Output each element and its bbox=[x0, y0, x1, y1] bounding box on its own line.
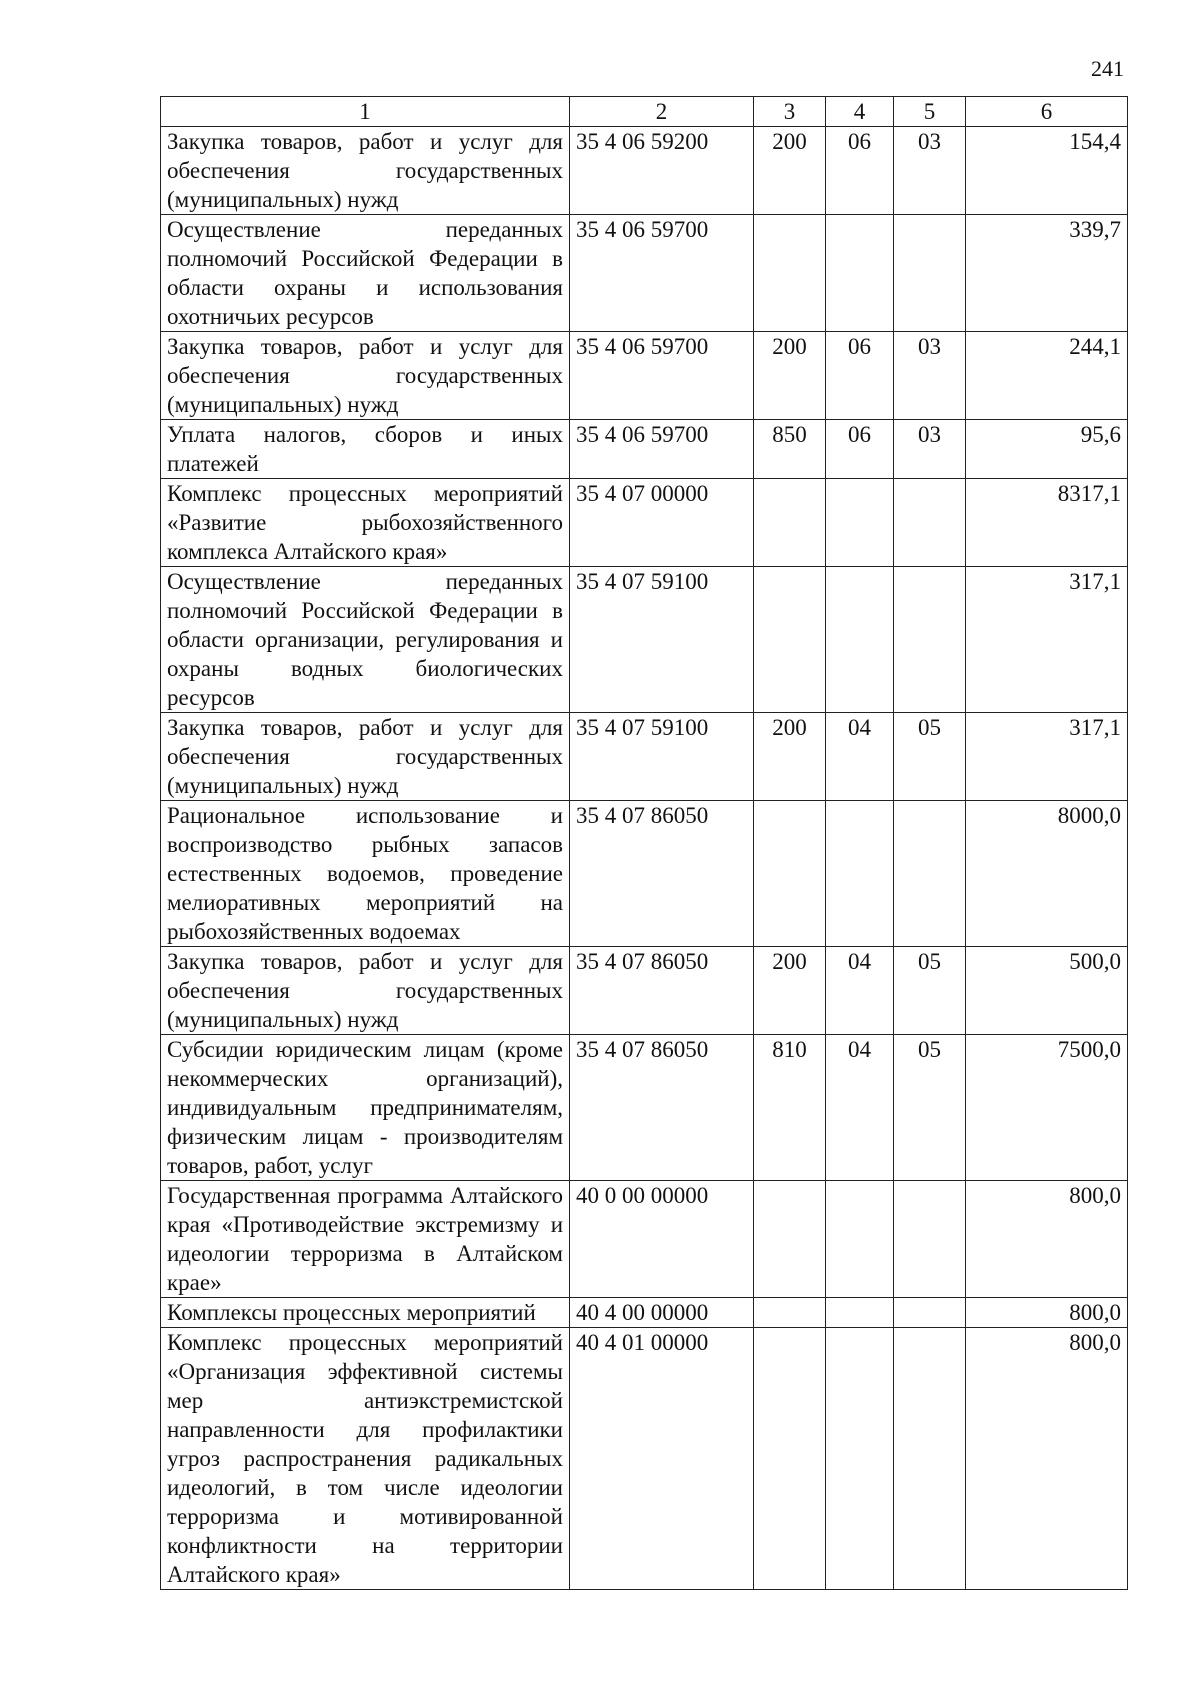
budget-table bbox=[160, 96, 1128, 1590]
table-row bbox=[161, 215, 1128, 332]
header-row bbox=[161, 97, 1128, 127]
col4-cell bbox=[826, 567, 894, 713]
col5-cell bbox=[894, 1298, 966, 1328]
name-cell: Комплексы процессных мероприятий bbox=[161, 1298, 570, 1328]
col3-cell: 810 bbox=[754, 1035, 826, 1181]
table-row bbox=[161, 801, 1128, 947]
col5-cell: 05 bbox=[894, 1035, 966, 1181]
amount-cell: 800,0 bbox=[966, 1328, 1128, 1590]
code-cell: 35 4 06 59200 bbox=[570, 127, 754, 215]
code-cell: 40 4 01 00000 bbox=[570, 1328, 754, 1590]
code-cell: 35 4 07 86050 bbox=[570, 947, 754, 1035]
amount-cell: 800,0 bbox=[966, 1298, 1128, 1328]
name-cell: Комплекс процессных мероприятий «Развитие рыбохозяйственного комплекса Алтайского края» bbox=[161, 479, 570, 567]
header-cell: 6 bbox=[966, 97, 1128, 127]
code-cell: 35 4 07 59100 bbox=[570, 713, 754, 801]
amount-cell: 800,0 bbox=[966, 1181, 1128, 1298]
col4-cell: 06 bbox=[826, 332, 894, 420]
col5-cell bbox=[894, 1181, 966, 1298]
col5-cell bbox=[894, 801, 966, 947]
name-cell: Закупка товаров, работ и услуг для обеспечения государственных (муниципальных) нужд bbox=[161, 332, 570, 420]
name-cell: Закупка товаров, работ и услуг для обеспечения государственных (муниципальных) нужд bbox=[161, 127, 570, 215]
col5-cell bbox=[894, 1328, 966, 1590]
col3-cell bbox=[754, 1298, 826, 1328]
amount-cell: 154,4 bbox=[966, 127, 1128, 215]
code-cell: 35 4 07 86050 bbox=[570, 801, 754, 947]
table-row bbox=[161, 1181, 1128, 1298]
amount-cell: 244,1 bbox=[966, 332, 1128, 420]
col5-cell: 05 bbox=[894, 713, 966, 801]
col3-cell bbox=[754, 215, 826, 332]
name-cell: Субсидии юридическим лицам (кроме некоммерческих организаций), индивидуальным предпринимателям, физическим лицам - производителям товаров, работ, услуг bbox=[161, 1035, 570, 1181]
name-cell: Рациональное использование и воспроизводство рыбных запасов естественных водоемов, проведение мелиоративных мероприятий на рыбохозяйственных водоемах bbox=[161, 801, 570, 947]
table-row bbox=[161, 1298, 1128, 1328]
amount-cell: 339,7 bbox=[966, 215, 1128, 332]
col4-cell bbox=[826, 1328, 894, 1590]
name-cell: Осуществление переданных полномочий Российской Федерации в области организации, регулирования и охраны водных биологических ресурсов bbox=[161, 567, 570, 713]
code-cell: 35 4 06 59700 bbox=[570, 332, 754, 420]
col4-cell bbox=[826, 1181, 894, 1298]
code-cell: 40 4 00 00000 bbox=[570, 1298, 754, 1328]
col3-cell: 200 bbox=[754, 947, 826, 1035]
table-row bbox=[161, 1328, 1128, 1590]
amount-cell: 7500,0 bbox=[966, 1035, 1128, 1181]
amount-cell: 8000,0 bbox=[966, 801, 1128, 947]
amount-cell: 317,1 bbox=[966, 713, 1128, 801]
col4-cell bbox=[826, 801, 894, 947]
name-cell: Государственная программа Алтайского края «Противодействие экстремизму и идеологии терроризма в Алтайском крае» bbox=[161, 1181, 570, 1298]
amount-cell: 8317,1 bbox=[966, 479, 1128, 567]
name-cell: Комплекс процессных мероприятий «Организация эффективной системы мер антиэкстремистской направленности для профилактики угроз распространения радикальных идеологий, в том числе идеологии терроризма и мотивированной конфликтности на территории Алтайского края» bbox=[161, 1328, 570, 1590]
col5-cell: 03 bbox=[894, 127, 966, 215]
col5-cell: 05 bbox=[894, 947, 966, 1035]
col3-cell: 200 bbox=[754, 713, 826, 801]
table-row bbox=[161, 947, 1128, 1035]
col4-cell: 06 bbox=[826, 420, 894, 479]
amount-cell: 95,6 bbox=[966, 420, 1128, 479]
col3-cell bbox=[754, 567, 826, 713]
col4-cell bbox=[826, 1298, 894, 1328]
code-cell: 35 4 06 59700 bbox=[570, 420, 754, 479]
col3-cell: 200 bbox=[754, 332, 826, 420]
code-cell: 40 0 00 00000 bbox=[570, 1181, 754, 1298]
col4-cell bbox=[826, 479, 894, 567]
table-row bbox=[161, 1035, 1128, 1181]
header-cell: 1 bbox=[161, 97, 570, 127]
page-number: 241 bbox=[1091, 56, 1124, 81]
col5-cell bbox=[894, 215, 966, 332]
name-cell: Уплата налогов, сборов и иных платежей bbox=[161, 420, 570, 479]
table-row bbox=[161, 332, 1128, 420]
col5-cell: 03 bbox=[894, 332, 966, 420]
col5-cell bbox=[894, 479, 966, 567]
col4-cell bbox=[826, 215, 894, 332]
amount-cell: 500,0 bbox=[966, 947, 1128, 1035]
name-cell: Закупка товаров, работ и услуг для обеспечения государственных (муниципальных) нужд bbox=[161, 947, 570, 1035]
table-row bbox=[161, 567, 1128, 713]
table-row bbox=[161, 479, 1128, 567]
code-cell: 35 4 07 86050 bbox=[570, 1035, 754, 1181]
name-cell: Закупка товаров, работ и услуг для обеспечения государственных (муниципальных) нужд bbox=[161, 713, 570, 801]
col4-cell: 06 bbox=[826, 127, 894, 215]
code-cell: 35 4 07 59100 bbox=[570, 567, 754, 713]
col4-cell: 04 bbox=[826, 947, 894, 1035]
table-row bbox=[161, 127, 1128, 215]
table-row bbox=[161, 420, 1128, 479]
header-cell: 3 bbox=[754, 97, 826, 127]
col3-cell bbox=[754, 801, 826, 947]
col3-cell bbox=[754, 479, 826, 567]
header-cell: 4 bbox=[826, 97, 894, 127]
amount-cell: 317,1 bbox=[966, 567, 1128, 713]
col4-cell: 04 bbox=[826, 1035, 894, 1181]
col3-cell bbox=[754, 1181, 826, 1298]
col3-cell bbox=[754, 1328, 826, 1590]
code-cell: 35 4 06 59700 bbox=[570, 215, 754, 332]
col3-cell: 850 bbox=[754, 420, 826, 479]
name-cell: Осуществление переданных полномочий Российской Федерации в области охраны и использования охотничьих ресурсов bbox=[161, 215, 570, 332]
code-cell: 35 4 07 00000 bbox=[570, 479, 754, 567]
col5-cell bbox=[894, 567, 966, 713]
header-cell: 2 bbox=[570, 97, 754, 127]
table-row bbox=[161, 713, 1128, 801]
col5-cell: 03 bbox=[894, 420, 966, 479]
header-cell: 5 bbox=[894, 97, 966, 127]
col4-cell: 04 bbox=[826, 713, 894, 801]
col3-cell: 200 bbox=[754, 127, 826, 215]
